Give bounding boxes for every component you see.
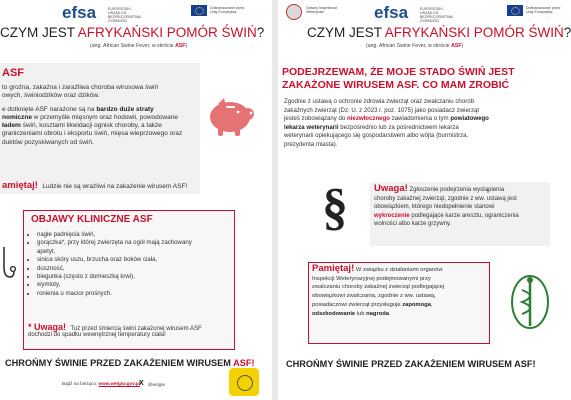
website-link[interactable]: www.wetgiw.gov.pl: [98, 381, 140, 386]
stethoscope-icon: [0, 245, 16, 285]
clinical-heading: OBJAWY KLINICZNE ASF: [31, 214, 153, 225]
remember-note: amiętaj! Ludzie nie są wrażliwi na zakażenie wirusem ASF!: [2, 180, 188, 191]
bottom-slogan: CHROŃMY ŚWINIE PRZED ZAKAŻENIEM WIRUSEM ASF!: [5, 358, 255, 368]
asf-description: to groźna, zakaźna i zaraźliwa choroba wirusowa świń owych, świniodzików oraz dzików. e dotknięte ASF narażone są na bardzo duże straty nomiczne w przemyśle mięsnym oraz hodowli, powodowane ładem świń, kosztami likwidacji ognisk choroby, a także graniczeniami obrotu i eksportu świń, mięsa wieprzowego oraz duktów pozyskiwanych od świń.: [2, 84, 183, 146]
asf-info-box: [0, 63, 200, 194]
compensation-box: [308, 262, 490, 344]
left-logo-bar: [0, 2, 272, 24]
list-item: • nagłe padnięcia świń,: [37, 231, 228, 239]
list-item: • duszność,: [37, 265, 228, 273]
paragraph-symbol-icon: §: [322, 179, 348, 236]
x-handle: @wetgiw: [148, 382, 166, 387]
list-item: • sinica skóry uszu, brzucha oraz boków ciała,: [37, 256, 228, 264]
list-item: • ronienia u macior prośnych.: [37, 290, 228, 298]
efsa-subtext: EUROPEJSKI URZĄD DS. BEZPIECZEŃSTWA ŻYWNOŚCI: [420, 7, 453, 23]
suspicion-text: Zgodnie z ustawą o ochronie zdrowia zwierząt oraz zwalczaniu chorób zakaźnych zwierząt (Dz. U. z 2023 r. poz. 1075) jako posiadacz zwierząt jesteś zobowiązany do niezwłocznego zawiadomienia o tym powiatowego lekarza weterynarii bezpośrednio lub za pośrednictwem lekarza weterynarii opiekującego się gospodarstwem albo wójta (burmistrza, prezydenta miasta).: [284, 98, 489, 148]
warning-box: [370, 182, 550, 246]
right-poster: [278, 0, 571, 400]
qr-badge: [229, 368, 259, 396]
page-title: CZYM JEST AFRYKAŃSKI POMÓR ŚWIŃ?: [307, 25, 571, 40]
eu-flag-icon: [191, 5, 207, 16]
bottom-slogan: CHROŃMY ŚWINIE PRZED ZAKAŻENIEM WIRUSEM ASF!: [286, 359, 536, 369]
clinical-signs-box: [23, 210, 235, 350]
page-title: CZYM JEST AFRYKAŃSKI POMÓR ŚWIŃ?: [0, 25, 265, 40]
eu-funding-text: Dofinansowane przez Unię Europejską: [526, 6, 561, 14]
fever-note-2: dochodzi do spadku wewnętrznej temperatury ciała!: [28, 332, 166, 338]
footer-website: Bądź na bieżąco: www.wetgiw.gov.pl: [62, 381, 140, 386]
fever-note: * Uwaga! Tuż przed śmiercią świni zakażonej wirusem ASF: [28, 322, 202, 332]
x-logo-icon[interactable]: X: [139, 380, 144, 387]
warning-text: Uwaga! Zgłoszenie podejrzenia wystąpienia choroby zakaźnej zwierząt, zgodnie z ww. ustawą jest obowiązkiem, którego niedopełnienie stanowi wykroczenie podlegające karze aresztu, ograniczenia wolności albo karze grzywny.: [374, 183, 519, 228]
inspection-text: Główny Inspektorat Weterynarii: [306, 6, 337, 14]
list-item: apetyt,: [37, 247, 56, 255]
eagle-emblem-icon: [286, 4, 302, 20]
suspicion-heading: PODEJRZEWAM, ŻE MOJE STADO ŚWIŃ JEST ZAKAŻONE WIRUSEM ASF. CO MAM ZROBIĆ: [282, 66, 515, 91]
list-item: • gorączka*, przy której zwierzęta na ogół mają zachowany: [37, 239, 228, 247]
asf-heading: ASF: [2, 67, 24, 79]
left-poster: [0, 0, 272, 400]
efsa-logo: efsa: [374, 3, 409, 22]
page-subtitle: (ang. African Swine Fever, w skrócie ASF): [90, 43, 188, 49]
right-logo-bar: [278, 2, 561, 24]
eu-flag-icon: [507, 5, 523, 16]
page-subtitle: (ang. African Swine Fever, w skrócie ASF): [366, 43, 464, 49]
eu-funding-text: Dofinansowane przez Unię Europejską: [210, 6, 245, 14]
efsa-logo: efsa: [62, 3, 97, 22]
efsa-subtext: EUROPEJSKI URZĄD DS. BEZPIECZEŃSTWA ŻYWNOŚCI: [108, 7, 141, 23]
piggy-bank-icon: [204, 96, 259, 138]
clinical-signs-list: [28, 231, 228, 298]
compensation-text: Pamiętaj! W związku z działaniami organów Inspekcji Weterynaryjnej podejmowanymi przy zwalczaniu choroby zakaźnej zwierząt podlegającej obowiązkowi zwalczania, zgodnie z ww. ustawą, posiadaczowi zwierząt przysługuje zapomoga, odszkodowanie lub nagroda.: [312, 263, 445, 317]
list-item: • wymioty,: [37, 281, 228, 289]
veterinary-caduceus-icon: [506, 272, 550, 332]
list-item: • biegunka (często z domieszką krwi),: [37, 273, 228, 281]
